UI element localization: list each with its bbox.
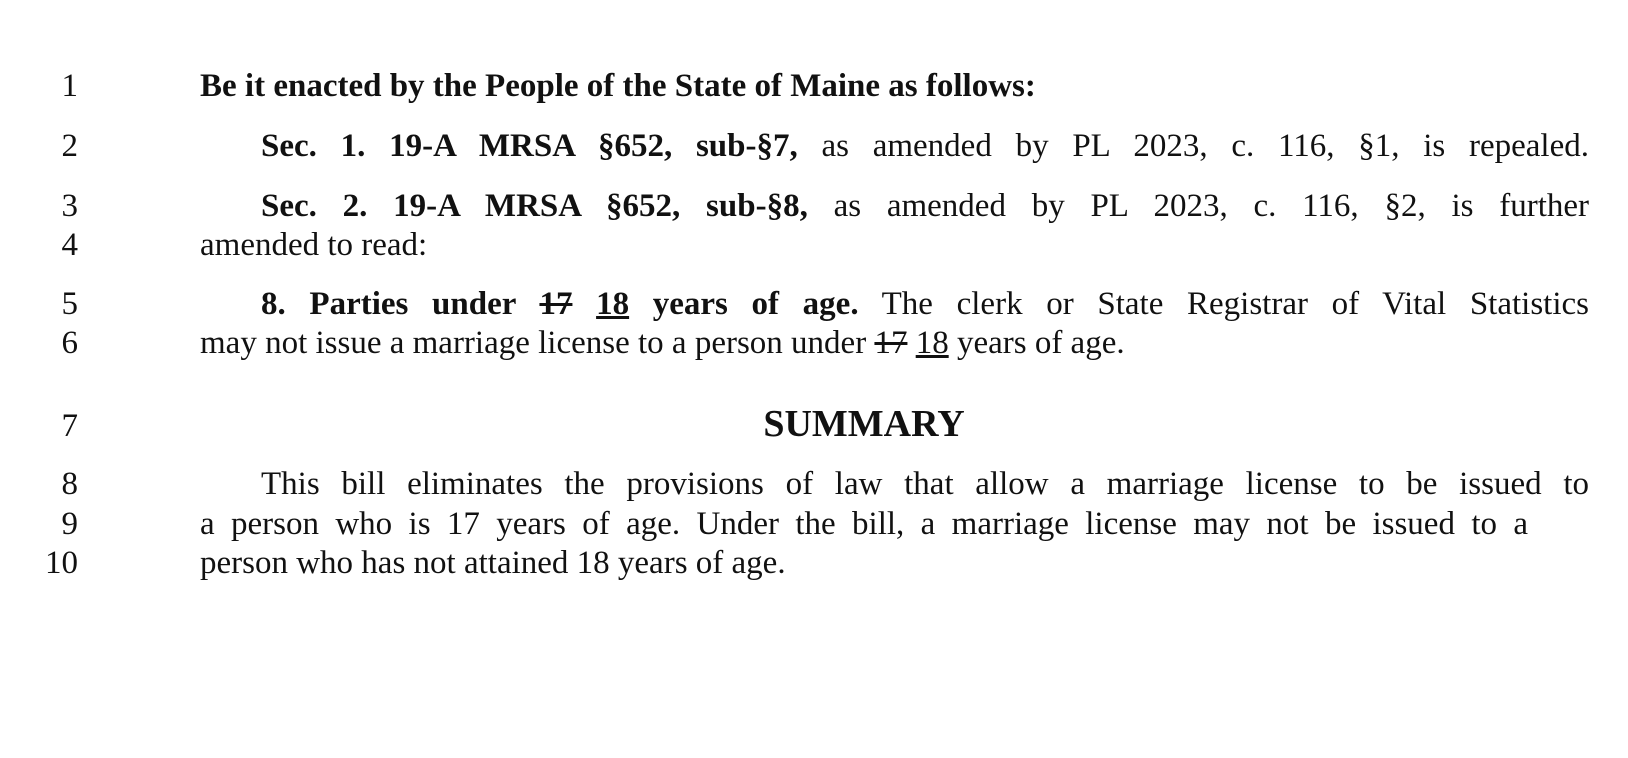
line-number: 1 xyxy=(61,68,78,104)
section-1-text: as amended by PL 2023, c. 116, §1, is repealed. xyxy=(797,128,1589,164)
inserted-text: 18 xyxy=(915,325,949,361)
line-number: 7 xyxy=(61,408,78,444)
summary-title: SUMMARY xyxy=(763,403,965,445)
struck-text: 17 xyxy=(539,286,573,322)
section-2-heading: Sec. 2. 19-A MRSA §652, sub-§8, xyxy=(261,188,808,224)
summary-line-2: a person who is 17 years of age. Under the bill, a marriage license may not be issued to a xyxy=(200,506,1528,542)
space xyxy=(907,325,915,361)
subsection-8-line-2 xyxy=(200,322,1528,364)
section-2-line-1 xyxy=(200,185,1589,227)
enacting-clause: Be it enacted by the People of the State of Maine as follows: xyxy=(200,68,1036,104)
struck-text: 17 xyxy=(874,325,908,361)
line-number: 4 xyxy=(61,227,78,263)
summary-line-1: This bill eliminates the provisions of law that allow a marriage license to be issued to xyxy=(261,466,1589,502)
space xyxy=(572,286,596,322)
subsection-8-text: The clerk or State Registrar of Vital Statistics xyxy=(858,286,1590,322)
line-number: 10 xyxy=(45,545,78,581)
section-2-text: as amended by PL 2023, c. 116, §2, is further xyxy=(807,188,1590,224)
section-2-line-2: amended to read: xyxy=(200,227,428,263)
line-number: 5 xyxy=(61,286,78,322)
body-text: may not issue a marriage license to a person under xyxy=(200,325,875,361)
subsection-8-line-1 xyxy=(200,283,1589,325)
summary-line-3: person who has not attained 18 years of age. xyxy=(200,545,786,581)
heading-text: 8. Parties under xyxy=(261,286,540,322)
line-number: 8 xyxy=(61,466,78,502)
line-number: 2 xyxy=(61,128,78,164)
inserted-text: 18 xyxy=(596,286,630,322)
subsection-8-heading xyxy=(261,286,859,322)
heading-text: years of age. xyxy=(629,286,859,322)
line-number: 3 xyxy=(61,188,78,224)
line-number: 6 xyxy=(61,325,78,361)
line-number: 9 xyxy=(61,506,78,542)
section-1-heading: Sec. 1. 19-A MRSA §652, sub-§7, xyxy=(261,128,798,164)
section-1 xyxy=(200,125,1589,167)
body-text: years of age. xyxy=(948,325,1125,361)
